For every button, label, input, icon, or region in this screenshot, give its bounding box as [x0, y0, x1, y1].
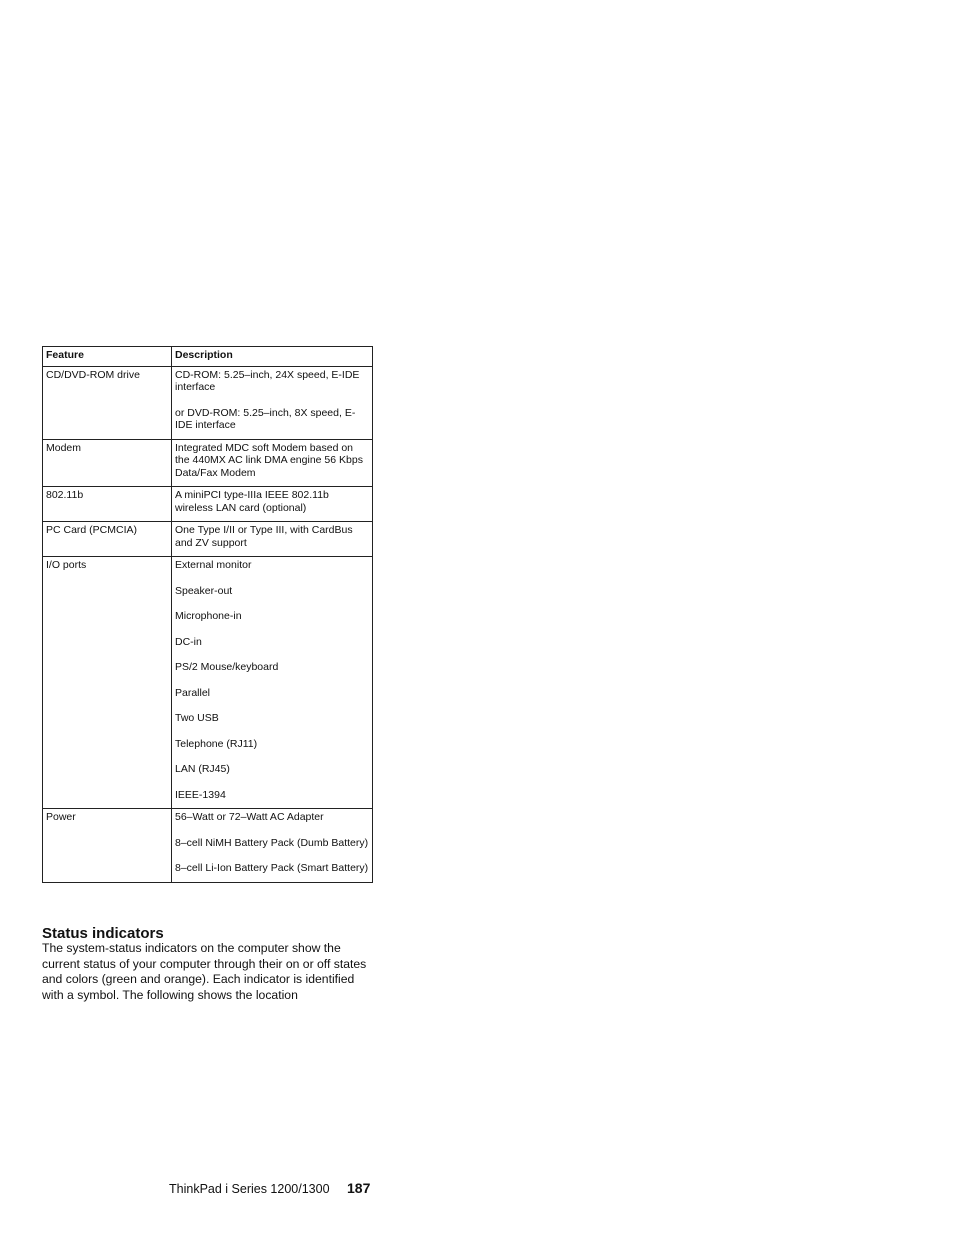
book-title: ThinkPad i Series 1200/1300 — [169, 1182, 330, 1196]
description-line: A miniPCI type-IIIa IEEE 802.11b wireless LAN card (optional) — [175, 489, 329, 514]
description-line: 8–cell NiMH Battery Pack (Dumb Battery) — [175, 836, 369, 849]
description-cell — [172, 366, 373, 439]
table-row — [43, 809, 373, 883]
description-cell — [172, 557, 373, 809]
description-line: IEEE-1394 — [175, 788, 226, 801]
table-row — [43, 366, 373, 439]
table-row — [43, 487, 373, 522]
feature-cell: Power — [43, 809, 172, 883]
section-heading: Status indicators — [42, 925, 164, 942]
description-cell — [172, 487, 373, 522]
feature-cell: CD/DVD-ROM drive — [43, 366, 172, 439]
feature-column-header: Feature — [43, 347, 172, 367]
description-line: 56–Watt or 72–Watt AC Adapter — [175, 811, 324, 823]
description-line: Integrated MDC soft Modem based on the 440MX AC link DMA engine 56 Kbps Data/Fax Modem — [175, 441, 363, 479]
description-line: or DVD-ROM: 5.25–inch, 8X speed, E-IDE interface — [175, 406, 356, 431]
description-line: PS/2 Mouse/keyboard — [175, 661, 279, 673]
description-line: DC-in — [175, 635, 202, 648]
description-line: 8–cell Li-Ion Battery Pack (Smart Battery) — [175, 862, 369, 874]
description-column-header: Description — [172, 347, 373, 367]
description-line: LAN (RJ45) — [175, 763, 230, 775]
description-cell — [172, 522, 373, 557]
description-line: Parallel — [175, 686, 211, 699]
table-row — [43, 522, 373, 557]
description-line: Speaker-out — [175, 584, 233, 597]
description-line: External monitor — [175, 559, 252, 571]
description-line: One Type I/II or Type III, with CardBus and ZV support — [175, 524, 353, 549]
feature-cell: I/O ports — [43, 557, 172, 809]
feature-cell: PC Card (PCMCIA) — [43, 522, 172, 557]
description-cell — [172, 439, 373, 487]
table-row — [43, 439, 373, 487]
description-cell — [172, 809, 373, 883]
table-row — [43, 557, 373, 809]
description-line: Two USB — [175, 712, 219, 724]
description-line: Microphone-in — [175, 610, 242, 622]
table-header-row — [43, 347, 373, 367]
description-line: CD-ROM: 5.25–inch, 24X speed, E-IDE interface — [175, 368, 360, 393]
section-paragraph: The system-status indicators on the computer show the current status of your computer through their on or off states and colors (green and orange). Each indicator is identified with a symbol. The following shows the location — [42, 941, 367, 1002]
page-number: 187 — [347, 1180, 371, 1196]
page-footer — [169, 1180, 370, 1197]
description-line: Telephone (RJ11) — [175, 737, 258, 750]
feature-table — [42, 346, 373, 883]
feature-cell: 802.11b — [43, 487, 172, 522]
feature-cell: Modem — [43, 439, 172, 487]
